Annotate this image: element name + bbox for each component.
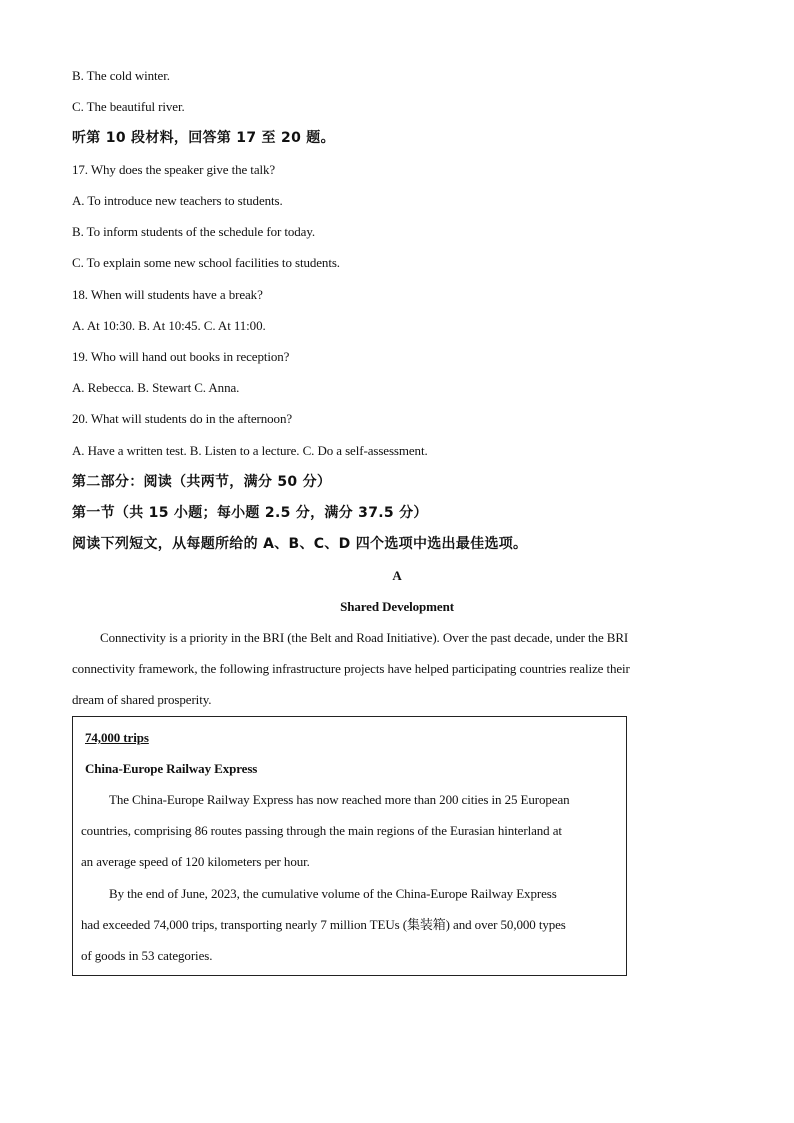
reading-instruction: 阅读下列短文，从每题所给的 A、B、C、D 四个选项中选出最佳选项。 xyxy=(72,536,528,552)
box-line-5: had exceeded 74,000 trips, transporting nearly 7 million TEUs (集装箱) and over 50,000 types xyxy=(81,917,566,932)
question-17: 17. Why does the speaker give the talk? xyxy=(72,162,276,177)
part-two-heading: 第二部分：阅读（共两节，满分 50 分） xyxy=(72,474,332,490)
section-instruction: 听第 10 段材料，回答第 17 至 20 题。 xyxy=(72,130,335,146)
question-20: 20. What will students do in the afternoon? xyxy=(72,411,293,426)
question-17-option-a: A. To introduce new teachers to students. xyxy=(72,193,283,208)
question-18: 18. When will students have a break? xyxy=(72,287,263,302)
box-line-6: of goods in 53 categories. xyxy=(81,948,213,963)
passage-letter: A xyxy=(392,568,402,583)
box-line-3: an average speed of 120 kilometers per hour. xyxy=(81,854,310,869)
section-one-heading: 第一节（共 15 小题；每小题 2.5 分，满分 37.5 分） xyxy=(72,505,428,521)
question-17-option-c: C. To explain some new school facilities to students. xyxy=(72,255,340,270)
passage-title: Shared Development xyxy=(340,599,454,614)
box-heading: China-Europe Railway Express xyxy=(85,761,258,776)
question-18-options: A. At 10:30. B. At 10:45. C. At 11:00. xyxy=(72,318,266,333)
answer-option-c: C. The beautiful river. xyxy=(72,99,185,114)
box-line-4: By the end of June, 2023, the cumulative volume of the China-Europe Railway Express xyxy=(109,886,557,901)
passage-intro-line-3: dream of shared prosperity. xyxy=(72,692,212,707)
passage-intro-line-1: Connectivity is a priority in the BRI (the Belt and Road Initiative). Over the past decade, under the BRI xyxy=(100,630,629,645)
question-19-options: A. Rebecca. B. Stewart C. Anna. xyxy=(72,380,240,395)
answer-option-b: B. The cold winter. xyxy=(72,68,170,83)
box-stat: 74,000 trips xyxy=(85,730,149,745)
question-17-option-b: B. To inform students of the schedule for today. xyxy=(72,224,316,239)
box-line-2: countries, comprising 86 routes passing through the main regions of the Eurasian hinterland at xyxy=(81,823,562,838)
info-box xyxy=(72,716,627,976)
passage-intro-line-2: connectivity framework, the following infrastructure projects have helped participating countries realize their xyxy=(72,661,630,676)
box-line-1: The China-Europe Railway Express has now reached more than 200 cities in 25 European xyxy=(109,792,570,807)
question-19: 19. Who will hand out books in reception? xyxy=(72,349,290,364)
question-20-options: A. Have a written test. B. Listen to a lecture. C. Do a self-assessment. xyxy=(72,443,428,458)
